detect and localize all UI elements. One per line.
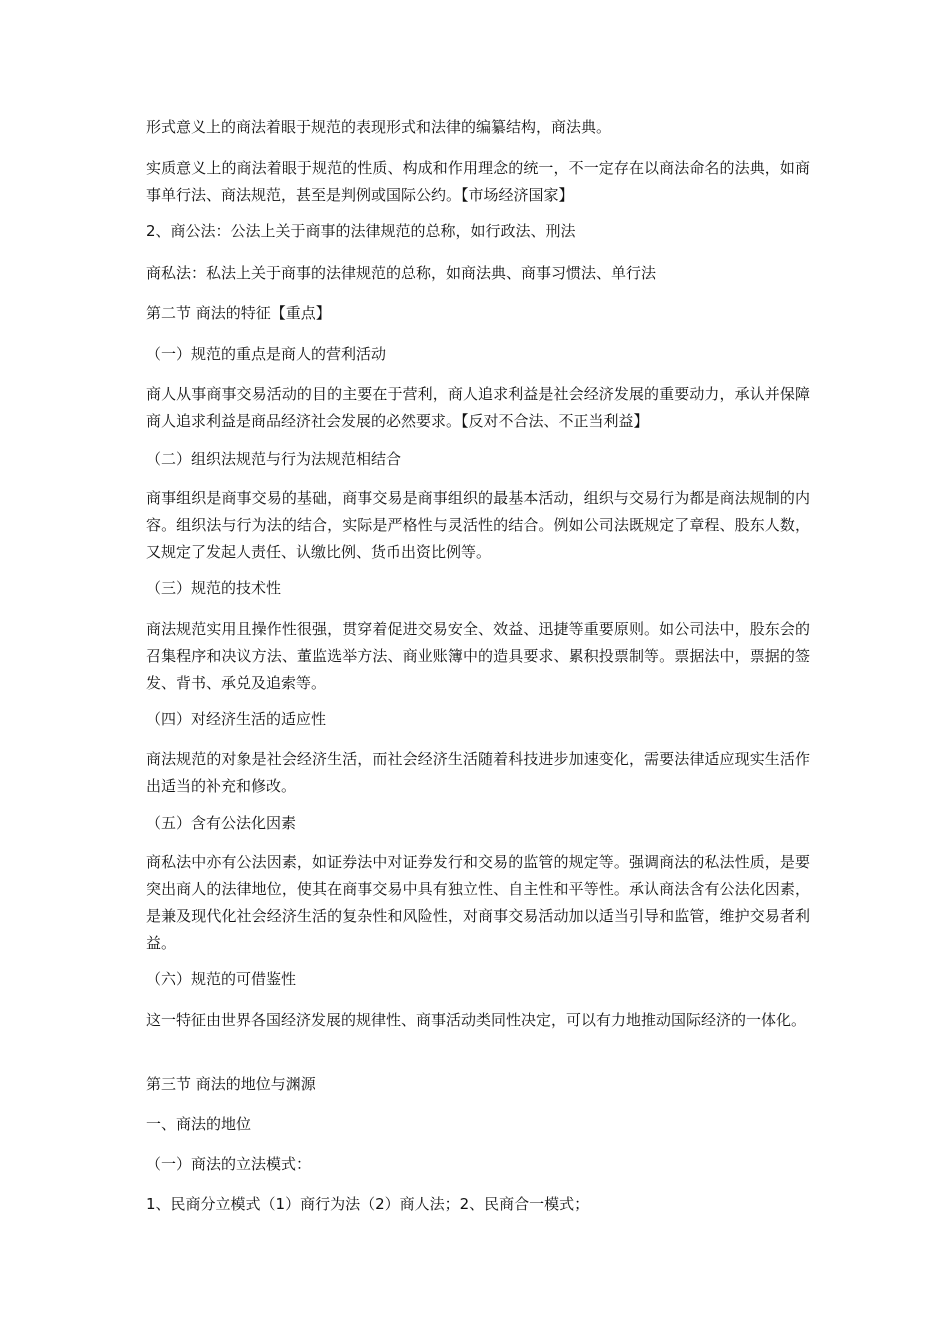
subheading-5: （五）含有公法化因素 [146,814,297,832]
paragraph-modes: 1、民商分立模式（1）商行为法（2）商人法；2、民商合一模式； [146,1195,590,1213]
subheading-2: （二）组织法规范与行为法规范相结合 [146,450,402,468]
paragraph-adaptability: 商法规范的对象是社会经济生活，而社会经济生活随着科技进步加速变化，需要法律适应现实生活作出适当的补充和修改。 [146,750,810,795]
paragraph-public-law-factors: 商私法中亦有公法因素，如证券法中对证券发行和交易的监管的规定等。强调商法的私法性质，是要突出商人的法律地位，使其在商事交易中具有独立性、自主性和平等性。承认商法含有公法化因素，是兼及现代化社会经济生活的复杂性和风险性，对商事交易活动加以适当引导和监管，维护交易者利益。 [146,853,810,952]
subheading-6: （六）规范的可借鉴性 [146,970,297,988]
subheading-3: （三）规范的技术性 [146,579,282,597]
heading-status: 一、商法的地位 [146,1115,252,1133]
paragraph-commercial-private-law: 商私法：私法上关于商事的法律规范的总称，如商法典、商事习惯法、单行法 [146,264,657,282]
paragraph-technical: 商法规范实用且操作性很强，贯穿着促进交易安全、效益、迅捷等重要原则。如公司法中，股东会的召集程序和决议方法、董监选举方法、商业账簿中的造具要求、累积投票制等。票据法中，票据的签发、背书、承兑及追索等。 [146,620,810,692]
paragraph-referential: 这一特征由世界各国经济发展的规律性、商事活动类同性决定，可以有力地推动国际经济的一体化。 [146,1011,807,1029]
paragraph-organization-behavior: 商事组织是商事交易的基础，商事交易是商事组织的最基本活动，组织与交易行为都是商法规制的内容。组织法与行为法的结合，实际是严格性与灵活性的结合。例如公司法既规定了章程、股东人数，又规定了发起人责任、认缴比例、货币出资比例等。 [146,489,810,561]
section-heading-2: 第二节 商法的特征【重点】 [146,304,331,322]
paragraph-formal-meaning: 形式意义上的商法着眼于规范的表现形式和法律的编纂结构，商法典。 [146,118,612,136]
paragraph-commercial-public-law: 2、商公法：公法上关于商事的法律规范的总称，如行政法、刑法 [146,222,576,240]
paragraph-substantive-meaning: 实质意义上的商法着眼于规范的性质、构成和作用理念的统一，不一定存在以商法命名的法典，如商事单行法、商法规范，甚至是判例或国际公约。【市场经济国家】 [146,159,810,204]
subheading-4: （四）对经济生活的适应性 [146,710,327,728]
paragraph-profit-activity: 商人从事商事交易活动的目的主要在于营利，商人追求利益是社会经济发展的重要动力，承认并保障商人追求利益是商品经济社会发展的必然要求。【反对不合法、不正当利益】 [146,385,810,430]
subheading-legislative-mode: （一）商法的立法模式： [146,1155,312,1173]
section-heading-3: 第三节 商法的地位与渊源 [146,1075,316,1093]
subheading-1: （一）规范的重点是商人的营利活动 [146,345,387,363]
